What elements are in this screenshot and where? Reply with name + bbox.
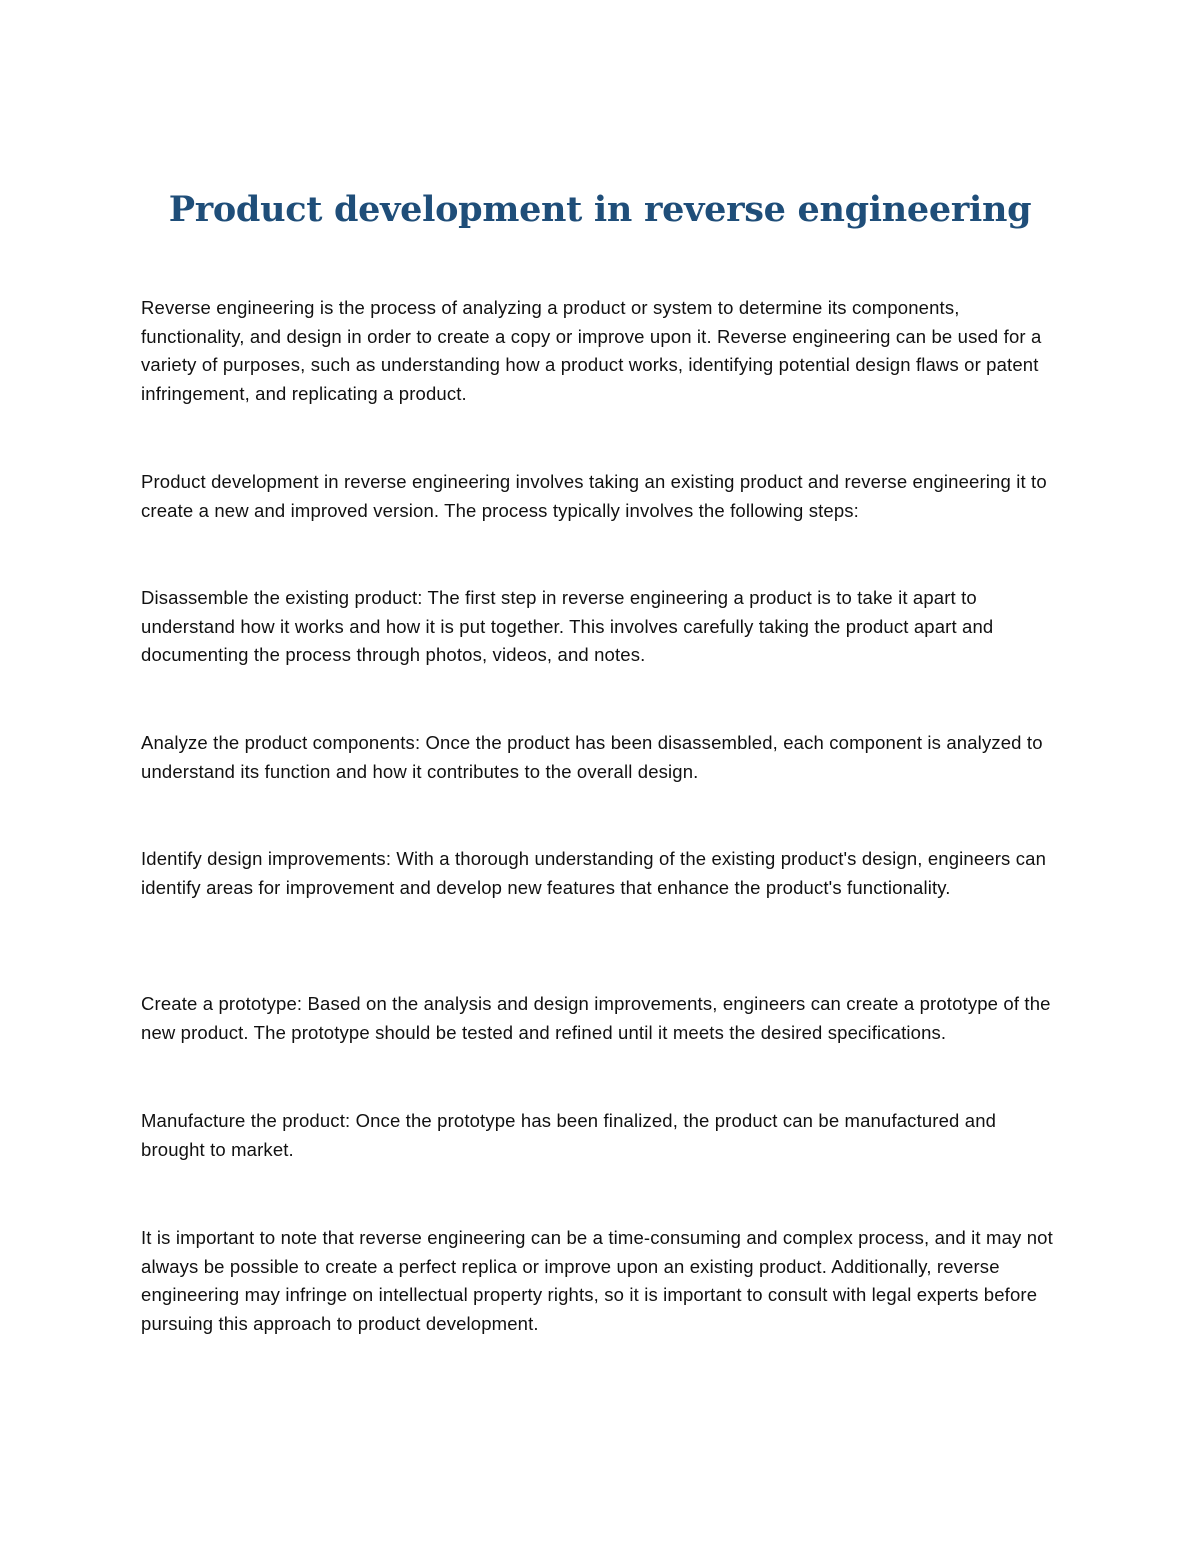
paragraph-step-prototype: Create a prototype: Based on the analysis and design improvements, engineers can create a prototype of the new product. The prototype should be tested and refined until it meets the desired specifications. — [141, 993, 1051, 1043]
paragraph-step-disassemble: Disassemble the existing product: The first step in reverse engineering a product is to take it apart to understand how it works and how it is put together. This involves carefully taking the product apart and documenting the process through photos, videos, and notes. — [141, 587, 994, 666]
document-title: Product development in reverse engineering — [168, 189, 1032, 230]
paragraph-step-manufacture: Manufacture the product: Once the prototype has been finalized, the product can be manufactured and brought to market. — [141, 1110, 997, 1160]
paragraph-step-identify-improvements: Identify design improvements: With a thorough understanding of the existing product's design, engineers can identify areas for improvement and develop new features that enhance the product's functionality. — [141, 848, 1047, 898]
paragraph-conclusion: It is important to note that reverse engineering can be a time-consuming and complex process, and it may not always be possible to create a perfect replica or improve upon an existing product. Additionally, reverse engineering may infringe on intellectual property rights, so it is important to consult with legal experts before pursuing this approach to product development. — [141, 1227, 1053, 1335]
paragraph-step-analyze: Analyze the product components: Once the product has been disassembled, each component is analyzed to understand its function and how it contributes to the overall design. — [141, 732, 1043, 782]
paragraph-introduction: Reverse engineering is the process of analyzing a product or system to determine its components, functionality, and design in order to create a copy or improve upon it. Reverse engineering can be used for a variety of purposes, such as understanding how a product works, identifying potential design flaws or patent infringement, and replicating a product. — [141, 297, 1042, 405]
paragraph-process-overview: Product development in reverse engineering involves taking an existing product and reverse engineering it to create a new and improved version. The process typically involves the following steps: — [141, 471, 1047, 521]
